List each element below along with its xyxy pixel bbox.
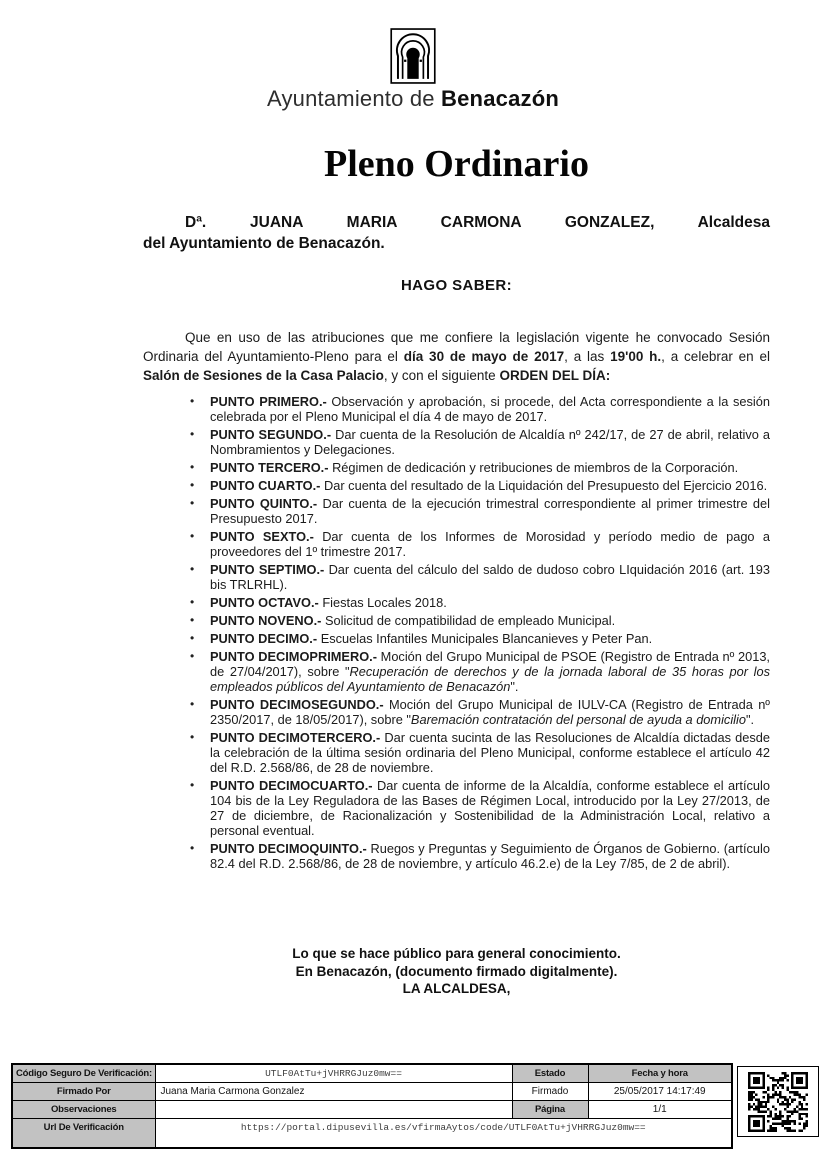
agenda-section <box>143 394 770 874</box>
text-run: , a celebrar en el <box>661 348 770 364</box>
text-run: ". <box>510 679 519 694</box>
closing-line: LA ALCALDESA, <box>402 981 511 996</box>
text-run: Dar cuenta sucinta de las Resoluciones de Alcaldía dictadas desde la celebración de la última sesión ordinaria del Pleno Municipal, conforme establece el artículo 42 del R.D. 2.568/86, de 28 de noviembre. <box>210 730 770 775</box>
text-run: Solicitud de compatibilidad de empleado Municipal. <box>324 613 616 628</box>
observaciones-label: Observaciones <box>12 1101 155 1119</box>
agenda-item <box>143 778 770 838</box>
text-run: Fiestas Locales 2018. <box>322 595 447 610</box>
salutation-line2: del Ayuntamiento de Benacazón. <box>143 235 385 252</box>
qr-code <box>737 1066 819 1137</box>
fecha-hora-value: 25/05/2017 14:17:49 <box>588 1083 732 1101</box>
text-run: , a las <box>564 348 611 364</box>
table-row <box>12 1101 732 1119</box>
closing-block <box>143 945 770 998</box>
agenda-item <box>143 841 770 871</box>
verification-table <box>11 1063 733 1149</box>
text-run: PUNTO NOVENO.- <box>210 613 325 628</box>
firmado-por-value: Juana Maria Carmona Gonzalez <box>155 1083 512 1101</box>
text-run: PUNTO TERCERO.- <box>210 460 333 475</box>
table-row <box>12 1083 732 1101</box>
estado-header: Estado <box>512 1064 588 1083</box>
agenda-list <box>143 394 770 871</box>
text-run: Observación y aprobación, si procede, del Acta correspondiente a la sesión celebrada por el Pleno Municipal el día 4 de mayo de 2017. <box>210 394 770 424</box>
hago-saber-heading: HAGO SABER: <box>400 277 513 294</box>
text-run: Escuelas Infantiles Municipales Blancanieves y Peter Pan. <box>320 631 653 646</box>
salutation <box>143 212 770 254</box>
text-run: Recuperación de derechos y de la jornada laboral de 35 horas por los empleados públicos del Ayuntamiento de Benacazón <box>210 664 770 694</box>
text-run: Moción del Grupo Municipal de IULV-CA (Registro de Entrada nº 2350/2017, de 18/05/2017), sobre " <box>210 697 770 727</box>
text-run: día 30 de mayo de 2017 <box>403 348 565 364</box>
agenda-item <box>143 649 770 694</box>
text-run: PUNTO DECIMOQUINTO.- <box>210 841 371 856</box>
text-run: PUNTO CUARTO.- <box>210 478 324 493</box>
text-run: Salón de Sesiones de la Casa Palacio <box>143 367 384 383</box>
text-run: , y con el siguiente <box>383 367 500 383</box>
agenda-item <box>143 595 770 610</box>
text-run: PUNTO QUINTO.- <box>210 496 323 511</box>
text-run: Dar cuenta del cálculo del saldo de dudoso cobro LIquidación 2016 (art. 193 bis TRLRHL). <box>210 562 771 592</box>
estado-value: Firmado <box>512 1083 588 1101</box>
table-row <box>12 1119 732 1149</box>
org-name <box>0 86 826 112</box>
agenda-item <box>143 427 770 457</box>
text-run: PUNTO OCTAVO.- <box>210 595 323 610</box>
org-name-regular: Ayuntamiento de <box>267 86 442 111</box>
agenda-item <box>143 697 770 727</box>
agenda-item <box>143 478 770 493</box>
text-run: Baremación contratación del personal de ayuda a domicilio <box>410 712 746 727</box>
firmado-por-label: Firmado Por <box>12 1083 155 1101</box>
text-run: PUNTO DECIMO.- <box>210 631 321 646</box>
text-run: Dar cuenta del resultado de la Liquidación del Presupuesto del Ejercicio 2016. <box>324 478 768 493</box>
text-run: PUNTO SEXTO.- <box>210 529 323 544</box>
text-run: ". <box>745 712 755 727</box>
text-run: PUNTO DECIMOPRIMERO.- <box>210 649 381 664</box>
agenda-item <box>143 529 770 559</box>
intro-paragraph <box>143 328 770 385</box>
org-name-bold: Benacazón <box>441 86 559 111</box>
text-run: Dar cuenta de la ejecución trimestral correspondiente al primer trimestre del Presupuesto 2017. <box>210 496 770 526</box>
agenda-item <box>143 496 770 526</box>
text-run: Que en uso de las atribuciones que me confiere la legislación vigente he convocado Sesión Ordinaria del Ayuntamiento-Pleno para el <box>143 329 770 364</box>
csv-value: UTLF0AtTu+jVHRRGJuz0mw== <box>155 1064 512 1083</box>
closing-line: Lo que se hace público para general conocimiento. <box>292 946 621 961</box>
agenda-item <box>143 631 770 646</box>
text-run: PUNTO SEPTIMO.- <box>210 562 329 577</box>
agenda-item <box>143 562 770 592</box>
csv-label: Código Seguro De Verificación: <box>12 1064 155 1083</box>
text-run: Dar cuenta de la Resolución de Alcaldía nº 242/17, de 27 de abril, relativo a Nombramientos y Delegaciones. <box>210 427 770 457</box>
pagina-value: 1/1 <box>588 1101 732 1119</box>
agenda-item <box>143 730 770 775</box>
text-run: PUNTO DECIMOCUARTO.- <box>210 778 377 793</box>
page-title: Pleno Ordinario <box>324 143 589 185</box>
text-run: Dar cuenta de los Informes de Morosidad y período medio de pago a proveedores del 1º trimestre 2017. <box>210 529 770 559</box>
municipal-logo <box>0 28 826 112</box>
text-run: Ruegos y Preguntas y Seguimiento de Órganos de Gobierno. (artículo 82.4 del R.D. 2.568/86, de 28 de noviembre, y artículo 46.2.e) de la Ley 7/85, de 2 de abril). <box>210 841 770 871</box>
url-verificacion-label: Url De Verificación <box>12 1119 155 1149</box>
closing-line: En Benacazón, (documento firmado digitalmente). <box>295 963 618 979</box>
agenda-item <box>143 613 770 628</box>
text-run: Dar cuenta de informe de la Alcaldía, conforme establece el artículo 104 bis de la Ley Reguladora de las Bases de Régimen Local, introducido por la Ley 27/2013, de 27 de diciembre, de Racionalización y Sostenibilidad de la Administración Local, relativo a personal eventual. <box>210 778 770 838</box>
moorish-arch-icon <box>390 28 436 84</box>
url-verificacion-link[interactable]: https://portal.dipusevilla.es/vfirmaAytos/code/UTLF0AtTu+jVHRRGJuz0mw== <box>155 1119 732 1149</box>
fecha-hora-header: Fecha y hora <box>588 1064 732 1083</box>
text-run: PUNTO DECIMOTERCERO.- <box>210 730 385 745</box>
text-run: 19'00 h. <box>610 348 662 364</box>
agenda-item <box>143 460 770 475</box>
pagina-label: Página <box>512 1101 588 1119</box>
observaciones-value <box>155 1101 512 1119</box>
table-row <box>12 1064 732 1083</box>
text-run: ORDEN DEL DÍA: <box>499 367 611 383</box>
text-run: PUNTO DECIMOSEGUNDO.- <box>210 697 389 712</box>
salutation-line1: Dª. JUANA MARIA CARMONA GONZALEZ, Alcaldesa <box>185 214 770 231</box>
agenda-item <box>143 394 770 424</box>
text-run: PUNTO PRIMERO.- <box>210 394 332 409</box>
text-run: PUNTO SEGUNDO.- <box>210 427 336 442</box>
text-run: Moción del Grupo Municipal de PSOE (Registro de Entrada nº 2013, de 27/04/2017), sobre " <box>210 649 770 679</box>
text-run: Régimen de dedicación y retribuciones de miembros de la Corporación. <box>332 460 739 475</box>
